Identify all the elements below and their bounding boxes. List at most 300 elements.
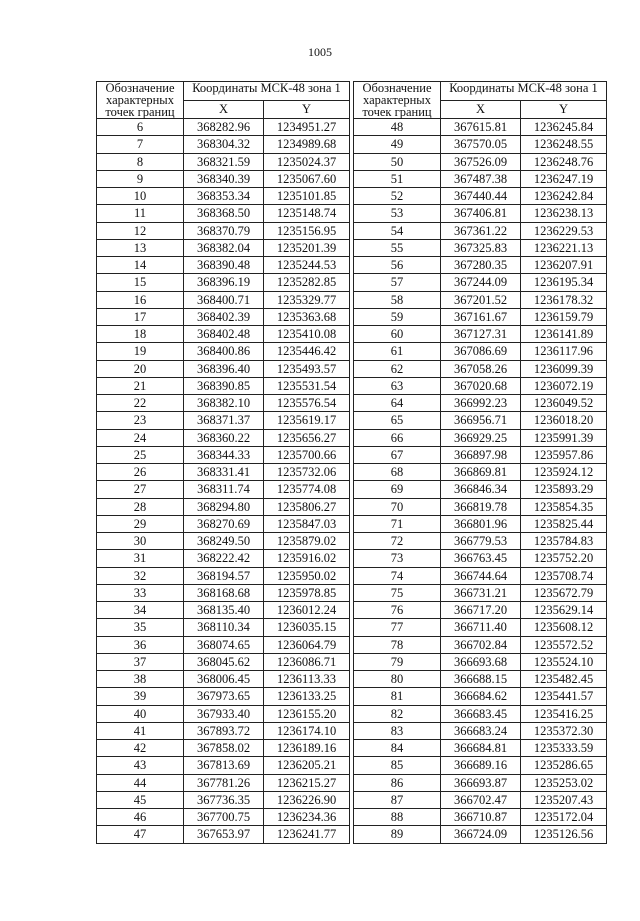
point-number-cell: 39 bbox=[97, 688, 184, 705]
x-coordinate-cell: 366688.15 bbox=[441, 671, 521, 688]
table-row bbox=[97, 170, 350, 187]
x-coordinate-cell: 367933.40 bbox=[184, 705, 264, 722]
x-coordinate-cell: 366763.45 bbox=[441, 550, 521, 567]
y-coordinate-cell: 1235282.85 bbox=[264, 274, 350, 291]
point-number-cell: 47 bbox=[97, 826, 184, 843]
y-coordinate-cell: 1235991.39 bbox=[521, 429, 607, 446]
point-number-cell: 9 bbox=[97, 170, 184, 187]
y-coordinate-cell: 1235629.14 bbox=[521, 602, 607, 619]
point-number-cell: 76 bbox=[354, 602, 441, 619]
point-number-cell: 43 bbox=[97, 757, 184, 774]
coordinate-tables bbox=[96, 81, 607, 841]
table-row bbox=[97, 515, 350, 532]
point-number-cell: 83 bbox=[354, 722, 441, 739]
table-row bbox=[97, 636, 350, 653]
table-row bbox=[354, 326, 607, 343]
y-coordinate-cell: 1236248.76 bbox=[521, 153, 607, 170]
table-row bbox=[354, 274, 607, 291]
y-coordinate-cell: 1235253.02 bbox=[521, 774, 607, 791]
table-row bbox=[97, 308, 350, 325]
point-number-cell: 12 bbox=[97, 222, 184, 239]
y-coordinate-cell: 1236241.77 bbox=[264, 826, 350, 843]
y-coordinate-cell: 1236234.36 bbox=[264, 809, 350, 826]
x-coordinate-cell: 366710.87 bbox=[441, 809, 521, 826]
y-coordinate-cell: 1235207.43 bbox=[521, 791, 607, 808]
table-row bbox=[354, 257, 607, 274]
point-number-cell: 8 bbox=[97, 153, 184, 170]
x-coordinate-cell: 366702.47 bbox=[441, 791, 521, 808]
designation-header: Обозначение характерных точек границ bbox=[97, 82, 184, 119]
x-coordinate-cell: 367858.02 bbox=[184, 740, 264, 757]
x-coordinate-cell: 367127.31 bbox=[441, 326, 521, 343]
y-coordinate-cell: 1236195.34 bbox=[521, 274, 607, 291]
y-coordinate-cell: 1235126.56 bbox=[521, 826, 607, 843]
y-coordinate-cell: 1235924.12 bbox=[521, 464, 607, 481]
y-coordinate-cell: 1236248.55 bbox=[521, 136, 607, 153]
x-coordinate-cell: 368400.86 bbox=[184, 343, 264, 360]
table-row bbox=[354, 464, 607, 481]
table-row bbox=[354, 774, 607, 791]
table-row bbox=[354, 757, 607, 774]
y-coordinate-cell: 1235156.95 bbox=[264, 222, 350, 239]
point-number-cell: 24 bbox=[97, 429, 184, 446]
y-coordinate-cell: 1235700.66 bbox=[264, 446, 350, 463]
table-row bbox=[97, 153, 350, 170]
point-number-cell: 84 bbox=[354, 740, 441, 757]
table-row bbox=[97, 119, 350, 136]
coordinate-system-header: Координаты МСК-48 зона 1 bbox=[441, 82, 607, 101]
x-coordinate-cell: 368368.50 bbox=[184, 205, 264, 222]
table-row bbox=[97, 809, 350, 826]
table-row bbox=[354, 377, 607, 394]
x-coordinate-cell: 368353.34 bbox=[184, 188, 264, 205]
x-coordinate-cell: 368294.80 bbox=[184, 498, 264, 515]
x-coordinate-cell: 368249.50 bbox=[184, 533, 264, 550]
table-row bbox=[97, 774, 350, 791]
x-coordinate-cell: 366779.53 bbox=[441, 533, 521, 550]
x-coordinate-cell: 366693.68 bbox=[441, 653, 521, 670]
x-coordinate-cell: 366846.34 bbox=[441, 481, 521, 498]
point-number-cell: 66 bbox=[354, 429, 441, 446]
x-coordinate-cell: 368194.57 bbox=[184, 567, 264, 584]
y-coordinate-cell: 1236247.19 bbox=[521, 170, 607, 187]
point-number-cell: 55 bbox=[354, 239, 441, 256]
y-coordinate-cell: 1235879.02 bbox=[264, 533, 350, 550]
x-coordinate-cell: 366731.21 bbox=[441, 584, 521, 601]
x-coordinate-cell: 368045.62 bbox=[184, 653, 264, 670]
y-coordinate-cell: 1236207.91 bbox=[521, 257, 607, 274]
x-coordinate-cell: 366929.25 bbox=[441, 429, 521, 446]
point-number-cell: 41 bbox=[97, 722, 184, 739]
table-row bbox=[354, 136, 607, 153]
y-coordinate-cell: 1236133.25 bbox=[264, 688, 350, 705]
table-row bbox=[354, 705, 607, 722]
point-number-cell: 30 bbox=[97, 533, 184, 550]
y-coordinate-cell: 1235067.60 bbox=[264, 170, 350, 187]
x-coordinate-cell: 368396.40 bbox=[184, 360, 264, 377]
point-number-cell: 75 bbox=[354, 584, 441, 601]
table-row bbox=[97, 584, 350, 601]
table-row bbox=[97, 188, 350, 205]
table-row bbox=[354, 636, 607, 653]
x-coordinate-cell: 366683.45 bbox=[441, 705, 521, 722]
x-coordinate-cell: 368371.37 bbox=[184, 412, 264, 429]
y-coordinate-cell: 1235572.52 bbox=[521, 636, 607, 653]
x-coordinate-cell: 367653.97 bbox=[184, 826, 264, 843]
x-coordinate-cell: 366684.81 bbox=[441, 740, 521, 757]
table-row bbox=[354, 498, 607, 515]
table-row bbox=[354, 429, 607, 446]
table-row bbox=[97, 291, 350, 308]
y-coordinate-cell: 1236064.79 bbox=[264, 636, 350, 653]
table-row bbox=[354, 533, 607, 550]
x-coordinate-cell: 367615.81 bbox=[441, 119, 521, 136]
y-coordinate-cell: 1235372.30 bbox=[521, 722, 607, 739]
point-number-cell: 74 bbox=[354, 567, 441, 584]
table-row bbox=[97, 705, 350, 722]
x-coordinate-cell: 366992.23 bbox=[441, 395, 521, 412]
table-row bbox=[97, 791, 350, 808]
x-coordinate-cell: 366693.87 bbox=[441, 774, 521, 791]
point-number-cell: 31 bbox=[97, 550, 184, 567]
x-coordinate-cell: 367020.68 bbox=[441, 377, 521, 394]
y-coordinate-cell: 1235333.59 bbox=[521, 740, 607, 757]
y-coordinate-cell: 1235672.79 bbox=[521, 584, 607, 601]
point-number-cell: 67 bbox=[354, 446, 441, 463]
y-coordinate-cell: 1235244.53 bbox=[264, 257, 350, 274]
x-coordinate-cell: 368282.96 bbox=[184, 119, 264, 136]
y-coordinate-cell: 1236086.71 bbox=[264, 653, 350, 670]
y-coordinate-cell: 1235410.08 bbox=[264, 326, 350, 343]
table-row bbox=[354, 205, 607, 222]
point-number-cell: 85 bbox=[354, 757, 441, 774]
point-number-cell: 33 bbox=[97, 584, 184, 601]
x-coordinate-cell: 368390.85 bbox=[184, 377, 264, 394]
point-number-cell: 6 bbox=[97, 119, 184, 136]
y-coordinate-cell: 1236159.79 bbox=[521, 308, 607, 325]
y-coordinate-cell: 1236215.27 bbox=[264, 774, 350, 791]
point-number-cell: 20 bbox=[97, 360, 184, 377]
table-row bbox=[354, 688, 607, 705]
x-coordinate-cell: 367736.35 bbox=[184, 791, 264, 808]
y-coordinate-cell: 1236018.20 bbox=[521, 412, 607, 429]
x-coordinate-cell: 368321.59 bbox=[184, 153, 264, 170]
x-coordinate-cell: 366689.16 bbox=[441, 757, 521, 774]
table-row bbox=[354, 360, 607, 377]
point-number-cell: 71 bbox=[354, 515, 441, 532]
y-coordinate-cell: 1236155.20 bbox=[264, 705, 350, 722]
point-number-cell: 27 bbox=[97, 481, 184, 498]
x-coordinate-cell: 368396.19 bbox=[184, 274, 264, 291]
table-row bbox=[354, 567, 607, 584]
table-row bbox=[354, 412, 607, 429]
designation-header: Обозначение характерных точек границ bbox=[354, 82, 441, 119]
point-number-cell: 48 bbox=[354, 119, 441, 136]
x-coordinate-cell: 366684.62 bbox=[441, 688, 521, 705]
point-number-cell: 49 bbox=[354, 136, 441, 153]
y-header: Y bbox=[521, 100, 607, 119]
table-row bbox=[354, 722, 607, 739]
point-number-cell: 68 bbox=[354, 464, 441, 481]
y-coordinate-cell: 1235201.39 bbox=[264, 239, 350, 256]
y-coordinate-cell: 1235363.68 bbox=[264, 308, 350, 325]
x-header: X bbox=[441, 100, 521, 119]
point-number-cell: 89 bbox=[354, 826, 441, 843]
table-row bbox=[354, 395, 607, 412]
x-coordinate-cell: 366711.40 bbox=[441, 619, 521, 636]
point-number-cell: 86 bbox=[354, 774, 441, 791]
point-number-cell: 14 bbox=[97, 257, 184, 274]
y-coordinate-cell: 1235329.77 bbox=[264, 291, 350, 308]
point-number-cell: 62 bbox=[354, 360, 441, 377]
x-coordinate-cell: 368270.69 bbox=[184, 515, 264, 532]
point-number-cell: 70 bbox=[354, 498, 441, 515]
table-row bbox=[354, 308, 607, 325]
x-coordinate-cell: 367361.22 bbox=[441, 222, 521, 239]
y-coordinate-cell: 1235806.27 bbox=[264, 498, 350, 515]
table-row bbox=[97, 446, 350, 463]
y-coordinate-cell: 1235752.20 bbox=[521, 550, 607, 567]
table-row bbox=[97, 550, 350, 567]
table-row bbox=[354, 671, 607, 688]
point-number-cell: 38 bbox=[97, 671, 184, 688]
y-coordinate-cell: 1236099.39 bbox=[521, 360, 607, 377]
point-number-cell: 34 bbox=[97, 602, 184, 619]
y-header: Y bbox=[264, 100, 350, 119]
table-row bbox=[354, 619, 607, 636]
point-number-cell: 7 bbox=[97, 136, 184, 153]
point-number-cell: 58 bbox=[354, 291, 441, 308]
x-coordinate-cell: 367280.35 bbox=[441, 257, 521, 274]
x-coordinate-cell: 366683.24 bbox=[441, 722, 521, 739]
x-coordinate-cell: 368311.74 bbox=[184, 481, 264, 498]
y-coordinate-cell: 1235172.04 bbox=[521, 809, 607, 826]
point-number-cell: 80 bbox=[354, 671, 441, 688]
x-coordinate-cell: 367201.52 bbox=[441, 291, 521, 308]
y-coordinate-cell: 1235950.02 bbox=[264, 567, 350, 584]
point-number-cell: 32 bbox=[97, 567, 184, 584]
point-number-cell: 77 bbox=[354, 619, 441, 636]
point-number-cell: 25 bbox=[97, 446, 184, 463]
point-number-cell: 10 bbox=[97, 188, 184, 205]
table-row bbox=[97, 205, 350, 222]
point-number-cell: 64 bbox=[354, 395, 441, 412]
y-coordinate-cell: 1236117.96 bbox=[521, 343, 607, 360]
table-row bbox=[354, 153, 607, 170]
point-number-cell: 18 bbox=[97, 326, 184, 343]
table-row bbox=[97, 722, 350, 739]
y-coordinate-cell: 1234951.27 bbox=[264, 119, 350, 136]
page-number: 1005 bbox=[308, 45, 332, 59]
table-row bbox=[97, 481, 350, 498]
x-coordinate-cell: 367086.69 bbox=[441, 343, 521, 360]
x-coordinate-cell: 368110.34 bbox=[184, 619, 264, 636]
point-number-cell: 78 bbox=[354, 636, 441, 653]
x-coordinate-cell: 368402.39 bbox=[184, 308, 264, 325]
x-coordinate-cell: 368370.79 bbox=[184, 222, 264, 239]
point-number-cell: 65 bbox=[354, 412, 441, 429]
y-coordinate-cell: 1235524.10 bbox=[521, 653, 607, 670]
coordinates-table-left bbox=[96, 81, 350, 844]
x-coordinate-cell: 368382.10 bbox=[184, 395, 264, 412]
table-row bbox=[354, 826, 607, 843]
point-number-cell: 13 bbox=[97, 239, 184, 256]
table-row bbox=[97, 498, 350, 515]
point-number-cell: 23 bbox=[97, 412, 184, 429]
table-row bbox=[354, 239, 607, 256]
table-row bbox=[97, 826, 350, 843]
x-coordinate-cell: 366956.71 bbox=[441, 412, 521, 429]
point-number-cell: 73 bbox=[354, 550, 441, 567]
y-coordinate-cell: 1235493.57 bbox=[264, 360, 350, 377]
y-coordinate-cell: 1236072.19 bbox=[521, 377, 607, 394]
y-coordinate-cell: 1235825.44 bbox=[521, 515, 607, 532]
table-row bbox=[354, 791, 607, 808]
x-coordinate-cell: 366801.96 bbox=[441, 515, 521, 532]
x-coordinate-cell: 367700.75 bbox=[184, 809, 264, 826]
y-coordinate-cell: 1236174.10 bbox=[264, 722, 350, 739]
table-row bbox=[354, 343, 607, 360]
table-row bbox=[97, 377, 350, 394]
x-coordinate-cell: 367406.81 bbox=[441, 205, 521, 222]
point-number-cell: 35 bbox=[97, 619, 184, 636]
point-number-cell: 59 bbox=[354, 308, 441, 325]
x-coordinate-cell: 367781.26 bbox=[184, 774, 264, 791]
point-number-cell: 15 bbox=[97, 274, 184, 291]
y-coordinate-cell: 1236035.15 bbox=[264, 619, 350, 636]
table-row bbox=[97, 257, 350, 274]
x-coordinate-cell: 368390.48 bbox=[184, 257, 264, 274]
table-row bbox=[354, 188, 607, 205]
table-row bbox=[97, 136, 350, 153]
point-number-cell: 11 bbox=[97, 205, 184, 222]
point-number-cell: 50 bbox=[354, 153, 441, 170]
x-coordinate-cell: 368006.45 bbox=[184, 671, 264, 688]
table-row bbox=[97, 740, 350, 757]
x-coordinate-cell: 366897.98 bbox=[441, 446, 521, 463]
table-row bbox=[354, 119, 607, 136]
y-coordinate-cell: 1235446.42 bbox=[264, 343, 350, 360]
y-coordinate-cell: 1235847.03 bbox=[264, 515, 350, 532]
y-coordinate-cell: 1236229.53 bbox=[521, 222, 607, 239]
x-coordinate-cell: 368382.04 bbox=[184, 239, 264, 256]
y-coordinate-cell: 1235784.83 bbox=[521, 533, 607, 550]
y-coordinate-cell: 1235101.85 bbox=[264, 188, 350, 205]
y-coordinate-cell: 1235024.37 bbox=[264, 153, 350, 170]
point-number-cell: 54 bbox=[354, 222, 441, 239]
point-number-cell: 79 bbox=[354, 653, 441, 670]
table-row bbox=[354, 170, 607, 187]
x-coordinate-cell: 368074.65 bbox=[184, 636, 264, 653]
y-coordinate-cell: 1236189.16 bbox=[264, 740, 350, 757]
point-number-cell: 44 bbox=[97, 774, 184, 791]
x-coordinate-cell: 368344.33 bbox=[184, 446, 264, 463]
table-row bbox=[354, 481, 607, 498]
point-number-cell: 53 bbox=[354, 205, 441, 222]
table-row bbox=[97, 274, 350, 291]
y-coordinate-cell: 1235416.25 bbox=[521, 705, 607, 722]
point-number-cell: 40 bbox=[97, 705, 184, 722]
x-coordinate-cell: 367244.09 bbox=[441, 274, 521, 291]
y-coordinate-cell: 1236113.33 bbox=[264, 671, 350, 688]
y-coordinate-cell: 1235656.27 bbox=[264, 429, 350, 446]
table-row bbox=[354, 222, 607, 239]
table-row bbox=[97, 533, 350, 550]
x-coordinate-cell: 368168.68 bbox=[184, 584, 264, 601]
point-number-cell: 29 bbox=[97, 515, 184, 532]
y-coordinate-cell: 1235957.86 bbox=[521, 446, 607, 463]
x-coordinate-cell: 368222.42 bbox=[184, 550, 264, 567]
table-row bbox=[354, 584, 607, 601]
table-row bbox=[97, 360, 350, 377]
x-coordinate-cell: 366744.64 bbox=[441, 567, 521, 584]
y-coordinate-cell: 1236242.84 bbox=[521, 188, 607, 205]
point-number-cell: 19 bbox=[97, 343, 184, 360]
y-coordinate-cell: 1235708.74 bbox=[521, 567, 607, 584]
y-coordinate-cell: 1235732.06 bbox=[264, 464, 350, 481]
point-number-cell: 21 bbox=[97, 377, 184, 394]
x-coordinate-cell: 366702.84 bbox=[441, 636, 521, 653]
x-coordinate-cell: 367161.67 bbox=[441, 308, 521, 325]
x-coordinate-cell: 366724.09 bbox=[441, 826, 521, 843]
y-coordinate-cell: 1236221.13 bbox=[521, 239, 607, 256]
table-row bbox=[354, 291, 607, 308]
y-coordinate-cell: 1235441.57 bbox=[521, 688, 607, 705]
y-coordinate-cell: 1236245.84 bbox=[521, 119, 607, 136]
point-number-cell: 52 bbox=[354, 188, 441, 205]
x-coordinate-cell: 367813.69 bbox=[184, 757, 264, 774]
point-number-cell: 72 bbox=[354, 533, 441, 550]
table-row bbox=[97, 429, 350, 446]
table-row bbox=[97, 757, 350, 774]
table-row bbox=[97, 688, 350, 705]
point-number-cell: 81 bbox=[354, 688, 441, 705]
y-coordinate-cell: 1235774.08 bbox=[264, 481, 350, 498]
table-row bbox=[97, 602, 350, 619]
y-coordinate-cell: 1235482.45 bbox=[521, 671, 607, 688]
x-coordinate-cell: 368402.48 bbox=[184, 326, 264, 343]
x-coordinate-cell: 367487.38 bbox=[441, 170, 521, 187]
coordinates-table-right bbox=[353, 81, 607, 844]
table-row bbox=[97, 412, 350, 429]
coordinate-system-header: Координаты МСК-48 зона 1 bbox=[184, 82, 350, 101]
y-coordinate-cell: 1235576.54 bbox=[264, 395, 350, 412]
table-row bbox=[97, 239, 350, 256]
y-coordinate-cell: 1235916.02 bbox=[264, 550, 350, 567]
table-row bbox=[354, 515, 607, 532]
y-coordinate-cell: 1235148.74 bbox=[264, 205, 350, 222]
table-row bbox=[354, 602, 607, 619]
y-coordinate-cell: 1236205.21 bbox=[264, 757, 350, 774]
table-row bbox=[354, 653, 607, 670]
y-coordinate-cell: 1236226.90 bbox=[264, 791, 350, 808]
point-number-cell: 42 bbox=[97, 740, 184, 757]
x-coordinate-cell: 367440.44 bbox=[441, 188, 521, 205]
y-coordinate-cell: 1235893.29 bbox=[521, 481, 607, 498]
point-number-cell: 26 bbox=[97, 464, 184, 481]
point-number-cell: 88 bbox=[354, 809, 441, 826]
x-coordinate-cell: 368400.71 bbox=[184, 291, 264, 308]
point-number-cell: 56 bbox=[354, 257, 441, 274]
x-coordinate-cell: 367526.09 bbox=[441, 153, 521, 170]
point-number-cell: 45 bbox=[97, 791, 184, 808]
y-coordinate-cell: 1235978.85 bbox=[264, 584, 350, 601]
y-coordinate-cell: 1236178.32 bbox=[521, 291, 607, 308]
table-row bbox=[354, 446, 607, 463]
x-coordinate-cell: 367893.72 bbox=[184, 722, 264, 739]
x-coordinate-cell: 367570.05 bbox=[441, 136, 521, 153]
y-coordinate-cell: 1235619.17 bbox=[264, 412, 350, 429]
